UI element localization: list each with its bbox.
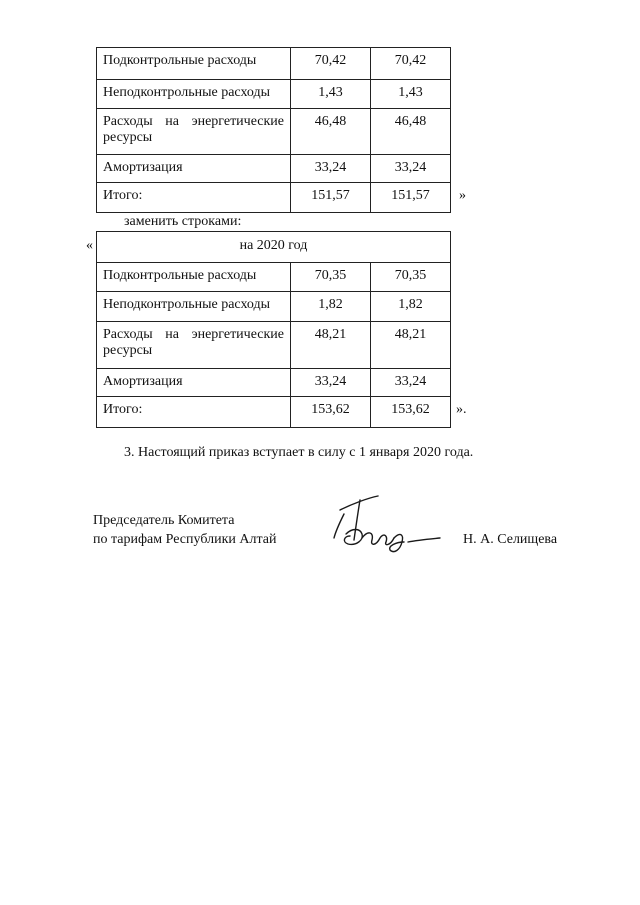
value-cell: 70,42 xyxy=(371,48,451,80)
table-row xyxy=(97,80,451,109)
table-row xyxy=(97,48,451,80)
row-label xyxy=(97,322,291,369)
new-values-table xyxy=(96,231,451,428)
signatory-title: Председатель Комитета xyxy=(93,513,235,528)
value-cell: 33,24 xyxy=(291,369,371,397)
value-cell: 33,24 xyxy=(371,155,451,183)
handwritten-signature xyxy=(318,494,446,556)
table-header-row xyxy=(97,232,451,263)
value-cell: 70,42 xyxy=(291,48,371,80)
value-cell: 153,62 xyxy=(291,397,371,428)
old-values-table xyxy=(96,47,451,213)
value-cell: 153,62 xyxy=(371,397,451,428)
value-cell: 151,57 xyxy=(291,183,371,213)
signatory-name: Н. А. Селищева xyxy=(463,532,558,547)
row-label-line: ресурсы xyxy=(103,343,153,358)
row-label xyxy=(97,109,291,155)
row-label: Неподконтрольные расходы xyxy=(97,292,291,322)
row-label-line: Расходы на энергетические xyxy=(103,327,284,342)
row-label: Итого: xyxy=(97,397,291,428)
value-cell: 33,24 xyxy=(371,369,451,397)
signatory-title: по тарифам Республики Алтай xyxy=(93,532,277,547)
paragraph-3: 3. Настоящий приказ вступает в силу с 1 января 2020 года. xyxy=(124,445,474,460)
value-cell: 1,43 xyxy=(291,80,371,109)
value-cell: 48,21 xyxy=(291,322,371,369)
row-label: Подконтрольные расходы xyxy=(97,48,291,80)
table-row xyxy=(97,369,451,397)
closing-quote: » xyxy=(459,188,466,203)
row-label-line: Расходы на энергетические xyxy=(103,114,284,129)
table-row xyxy=(97,322,451,369)
closing-quote: ». xyxy=(456,402,467,417)
value-cell: 46,48 xyxy=(291,109,371,155)
replace-instruction: заменить строками: xyxy=(124,214,242,229)
row-label: Амортизация xyxy=(97,155,291,183)
table-header: на 2020 год xyxy=(97,232,451,263)
value-cell: 1,43 xyxy=(371,80,451,109)
value-cell: 70,35 xyxy=(371,263,451,292)
row-label: Амортизация xyxy=(97,369,291,397)
row-label-line: ресурсы xyxy=(103,130,153,145)
value-cell: 46,48 xyxy=(371,109,451,155)
table-row xyxy=(97,155,451,183)
table-row xyxy=(97,183,451,213)
opening-quote: « xyxy=(86,238,93,253)
table-row xyxy=(97,263,451,292)
value-cell: 33,24 xyxy=(291,155,371,183)
row-label: Неподконтрольные расходы xyxy=(97,80,291,109)
table-row xyxy=(97,292,451,322)
value-cell: 48,21 xyxy=(371,322,451,369)
row-label: Подконтрольные расходы xyxy=(97,263,291,292)
value-cell: 70,35 xyxy=(291,263,371,292)
value-cell: 151,57 xyxy=(371,183,451,213)
value-cell: 1,82 xyxy=(371,292,451,322)
table-row xyxy=(97,109,451,155)
row-label: Итого: xyxy=(97,183,291,213)
value-cell: 1,82 xyxy=(291,292,371,322)
table-row xyxy=(97,397,451,428)
